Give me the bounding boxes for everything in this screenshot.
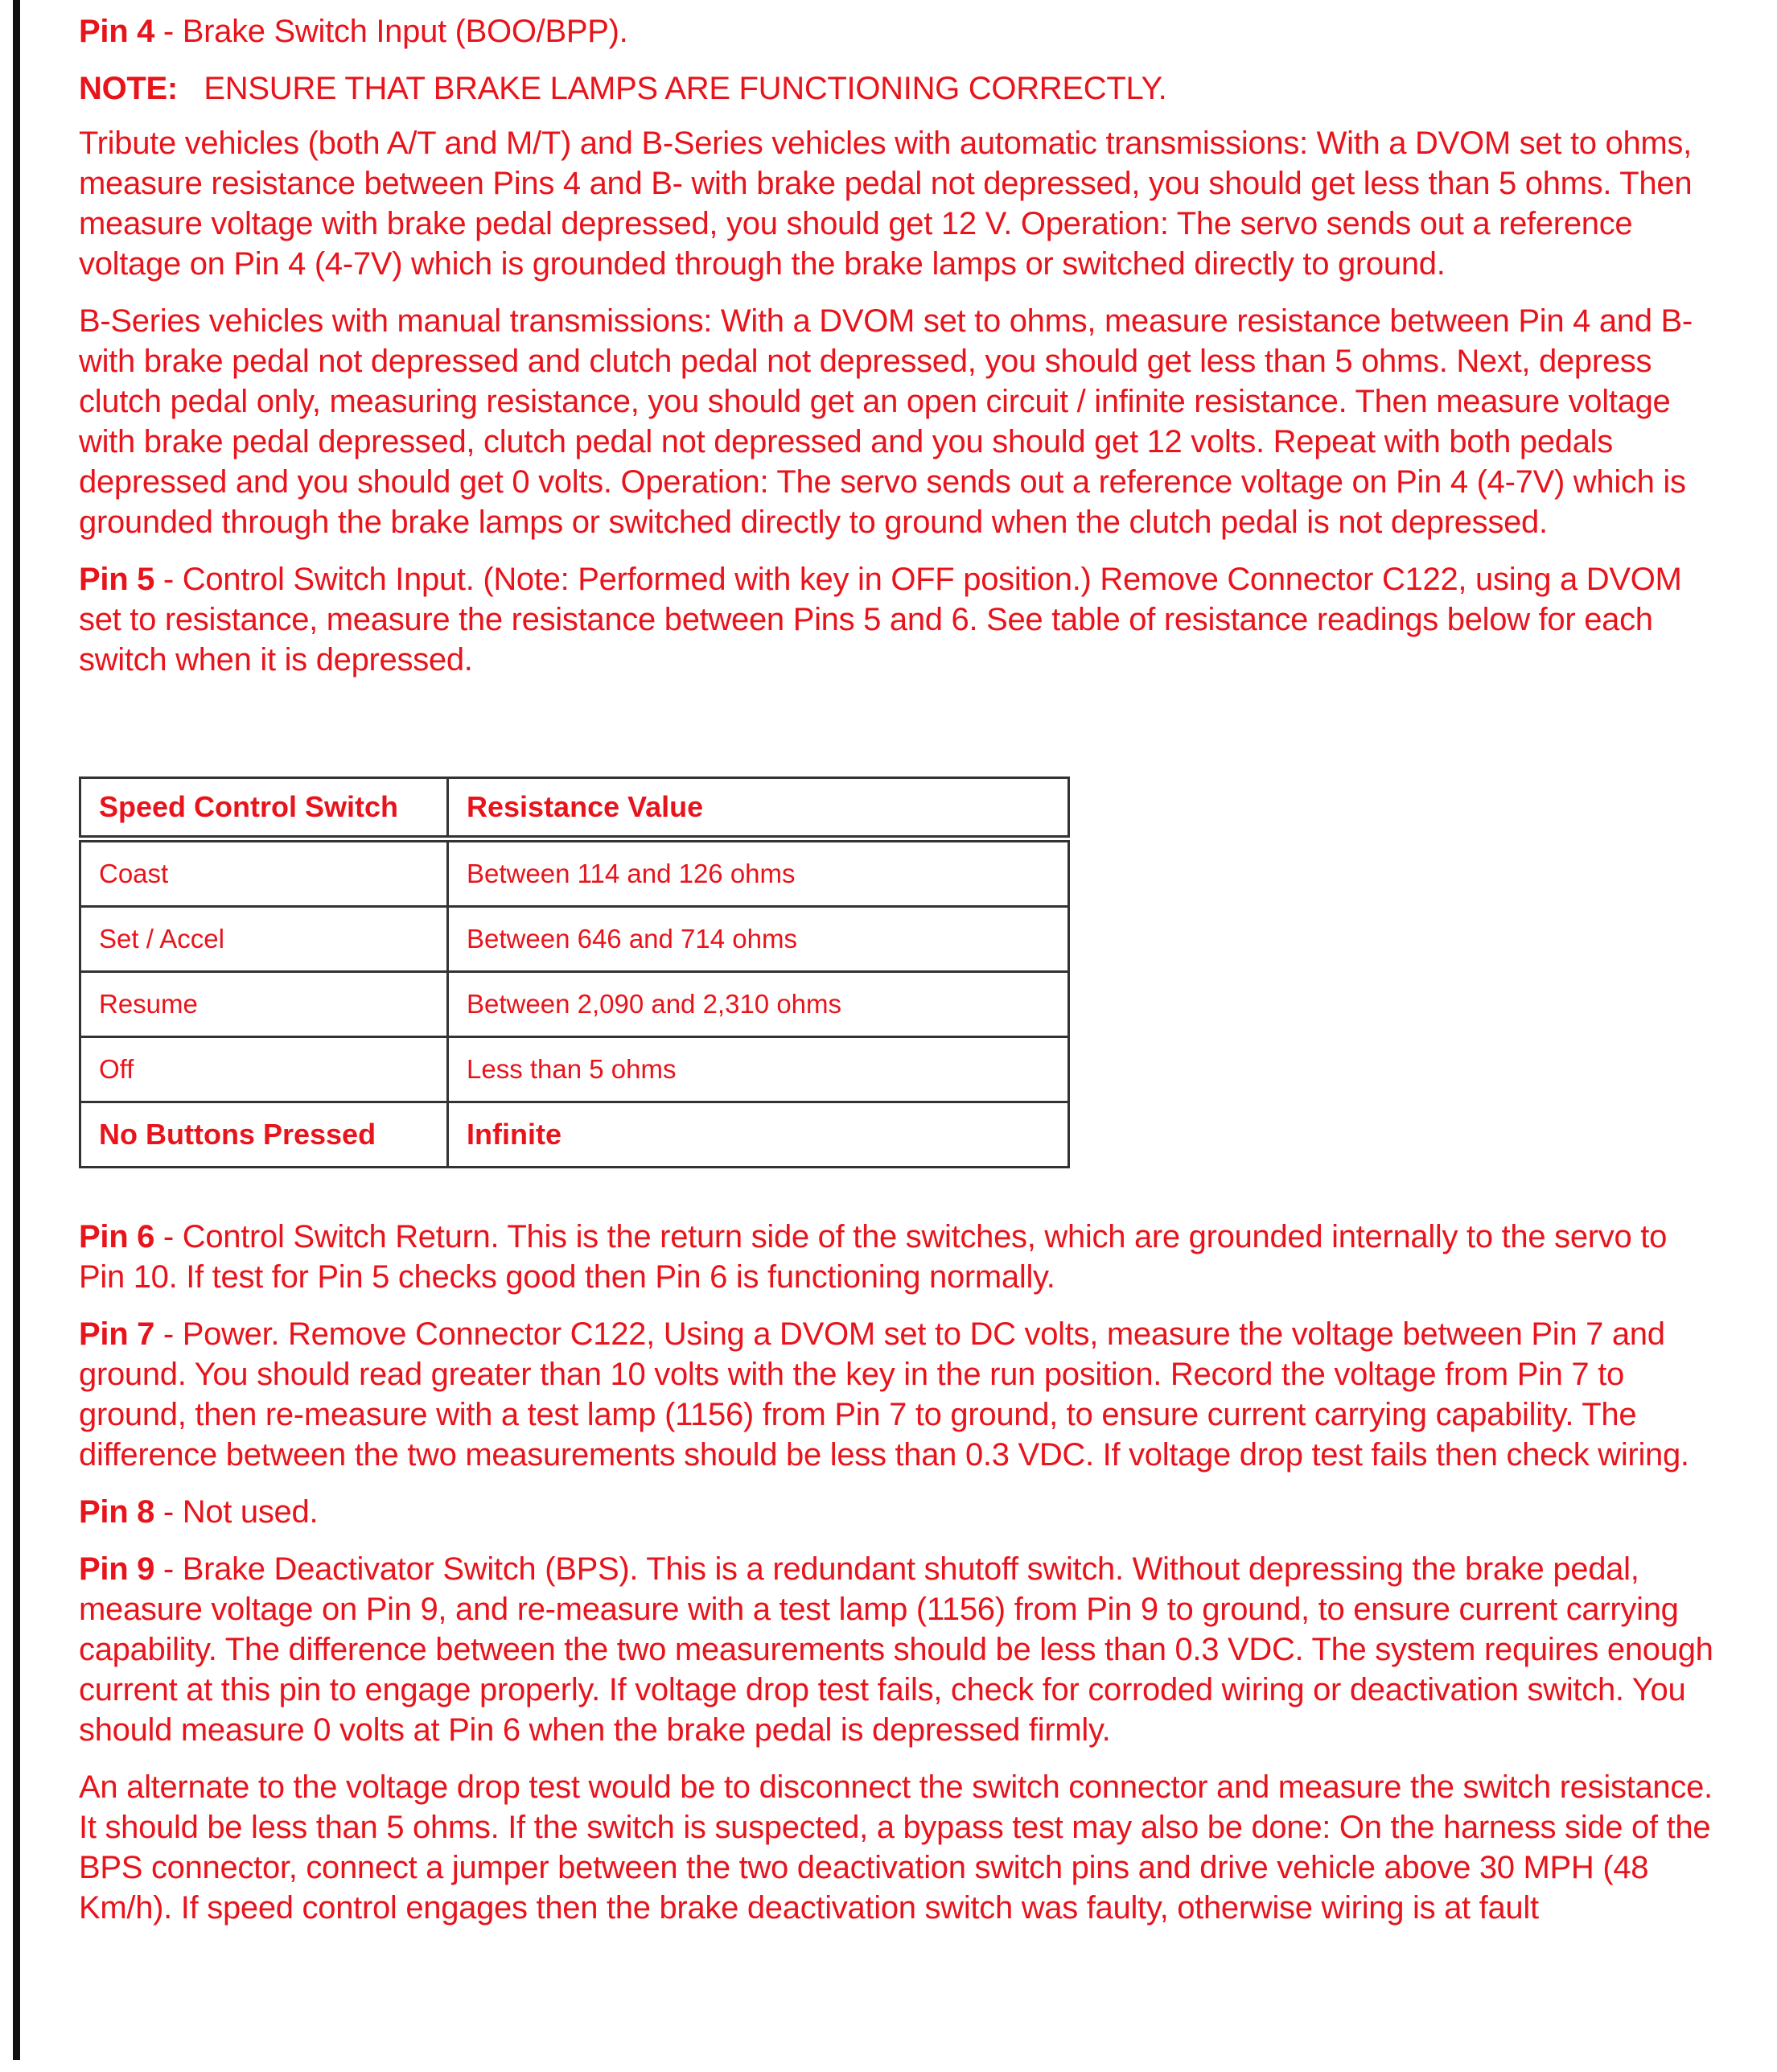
pin4-text: - Brake Switch Input (BOO/BPP).	[154, 14, 628, 49]
pin9-label: Pin 9	[79, 1551, 155, 1587]
table-cell: Between 646 and 714 ohms	[448, 907, 1069, 972]
table-row	[80, 972, 1069, 1037]
table-cell: Between 114 and 126 ohms	[448, 839, 1069, 907]
note-text: ENSURE THAT BRAKE LAMPS ARE FUNCTIONING CORRECTLY.	[204, 71, 1167, 106]
table-header-row	[80, 778, 1069, 839]
table-header: Speed Control Switch	[80, 778, 448, 839]
tribute-paragraph: Tribute vehicles (both A/T and M/T) and B-Series vehicles with automatic transmissions: With a DVOM set to ohms, measure resistance between Pins 4 and B- with brake pedal not depressed, you should get less than 5 ohms. Then measure voltage with brake pedal depressed, you should get 12 V. Operation: The servo sends out a reference voltage on Pin 4 (4-7V) which is grounded through the brake lamps or switched directly to ground.	[79, 126, 1693, 282]
pin7-label: Pin 7	[79, 1316, 155, 1352]
pin6-text: - Control Switch Return. This is the return side of the switches, which are grounded internally to the servo to Pin 10. If test for Pin 5 checks good then Pin 6 is functioning normally.	[79, 1219, 1668, 1295]
pin5-text: - Control Switch Input. (Note: Performed with key in OFF position.) Remove Connector C122, using a DVOM set to resistance, measure the resistance between Pins 5 and 6. See table of resistance readings below for each switch when it is depressed.	[79, 562, 1682, 678]
table-row	[80, 1102, 1069, 1168]
pin4-paragraph	[79, 11, 1720, 51]
table-cell: No Buttons Pressed	[80, 1102, 448, 1168]
table-cell: Between 2,090 and 2,310 ohms	[448, 972, 1069, 1037]
note-paragraph	[79, 68, 1720, 109]
pin8-label: Pin 8	[79, 1494, 155, 1530]
table-cell: Coast	[80, 839, 448, 907]
pin8-paragraph	[79, 1492, 1720, 1532]
pin9-text: - Brake Deactivator Switch (BPS). This is a redundant shutoff switch. Without depressing the brake pedal, measure voltage on Pin 9, and re-measure with a test lamp (1156) from Pin 9 to ground, to ensure current carrying capability. The difference between the two measurements should be less than 0.3 VDC. The system requires enough current at this pin to engage properly. If voltage drop test fails, check for corroded wiring or deactivation switch. You should measure 0 volts at Pin 6 when the brake pedal is depressed firmly.	[79, 1551, 1713, 1748]
table-row	[80, 839, 1069, 907]
table-cell: Less than 5 ohms	[448, 1037, 1069, 1102]
table-cell: Resume	[80, 972, 448, 1037]
pin7-paragraph	[79, 1314, 1720, 1475]
pin7-text: - Power. Remove Connector C122, Using a DVOM set to DC volts, measure the voltage between Pin 7 and ground. You should read greater than 10 volts with the key in the run position. Record the voltage from Pin 7 to ground, then re-measure with a test lamp (1156) from Pin 7 to ground, to ensure current carrying capability. The difference between the two measurements should be less than 0.3 VDC. If voltage drop test fails then check wiring.	[79, 1316, 1689, 1473]
document-body	[79, 11, 1720, 1945]
pin5-label: Pin 5	[79, 562, 155, 597]
note-label: NOTE:	[79, 71, 178, 106]
pin9-paragraph	[79, 1549, 1720, 1750]
table-row	[80, 1037, 1069, 1102]
pin8-text: - Not used.	[154, 1494, 319, 1530]
table-cell: Off	[80, 1037, 448, 1102]
table-row	[80, 907, 1069, 972]
table-cell: Set / Accel	[80, 907, 448, 972]
pin5-paragraph	[79, 559, 1720, 680]
change-bar	[13, 0, 20, 2060]
alternate-paragraph: An alternate to the voltage drop test would be to disconnect the switch connector and measure the switch resistance. It should be less than 5 ohms. If the switch is suspected, a bypass test may also be done: On the harness side of the BPS connector, connect a jumper between the two deactivation switch pins and drive vehicle above 30 MPH (48 Km/h). If speed control engages then the brake deactivation switch was faulty, otherwise wiring is at fault	[79, 1769, 1713, 1926]
table-header: Resistance Value	[448, 778, 1069, 839]
resistance-table	[79, 776, 1070, 1168]
bseries-paragraph: B-Series vehicles with manual transmissions: With a DVOM set to ohms, measure resistance between Pin 4 and B- with brake pedal not depressed and clutch pedal not depressed, you should get less than 5 ohms. Next, depress clutch pedal only, measuring resistance, you should get an open circuit / infinite resistance. Then measure voltage with brake pedal depressed, clutch pedal not depressed and you should get 12 volts. Repeat with both pedals depressed and you should get 0 volts. Operation: The servo sends out a reference voltage on Pin 4 (4-7V) which is grounded through the brake lamps or switched directly to ground when the clutch pedal is not depressed.	[79, 303, 1693, 540]
pin6-paragraph	[79, 1217, 1720, 1297]
pin4-label: Pin 4	[79, 14, 155, 49]
table-cell: Infinite	[448, 1102, 1069, 1168]
pin6-label: Pin 6	[79, 1219, 155, 1254]
